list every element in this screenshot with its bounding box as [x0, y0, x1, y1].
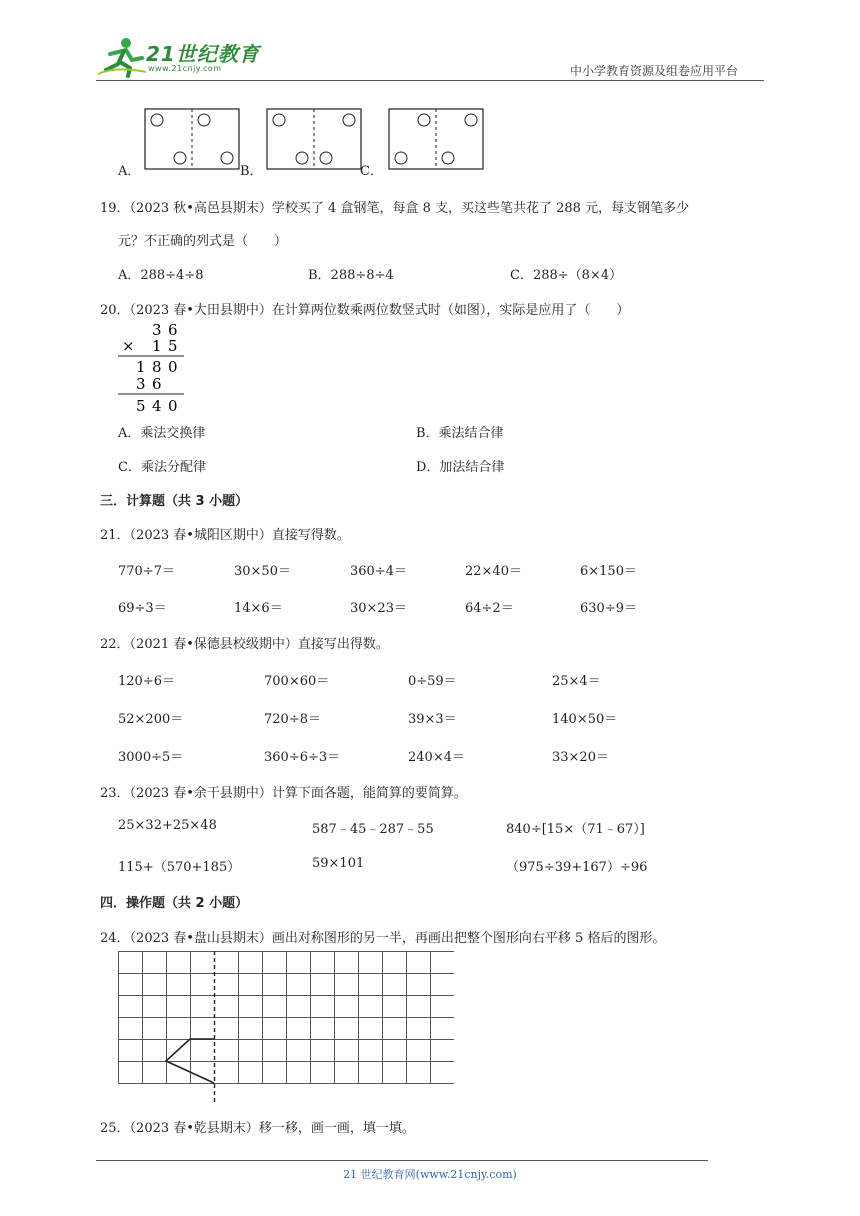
logo-text: 21世纪教育 — [146, 42, 260, 66]
q22-item: 360÷6÷3＝ — [264, 750, 341, 765]
q21-item: 30×50＝ — [234, 564, 291, 579]
digit: 5 — [168, 337, 178, 355]
q23-item: 840÷[15×（71﹣67）] — [506, 822, 645, 837]
q21-stem: 21．（2023 春•城阳区期中）直接写得数。 — [100, 528, 350, 543]
digit: 0 — [168, 358, 178, 376]
digit: 3 — [136, 375, 146, 393]
q23-item: （975÷39+167）÷96 — [506, 860, 648, 875]
runner-logo-icon — [96, 36, 148, 78]
q20-option-a: A．乘法交换律 — [118, 426, 206, 441]
q19-option-c: C．288÷（8×4） — [510, 268, 623, 283]
footer-link[interactable]: 21 世纪教育网(www.21cnjy.com) — [343, 1168, 517, 1181]
digit: 5 — [136, 397, 146, 415]
q22-item: 39×3＝ — [408, 712, 457, 727]
q22-item: 52×200＝ — [118, 712, 184, 727]
q24-stem: 24．（2023 春•盘山县期末）画出对称图形的另一半，再画出把整个图形向右平移 5 格后的图形。 — [100, 931, 666, 946]
section-3-title: 三．计算题（共 3 小题） — [100, 494, 249, 509]
q21-item: 14×6＝ — [234, 601, 283, 616]
q21-item: 360÷4＝ — [350, 564, 407, 579]
q22-item: 140×50＝ — [552, 712, 618, 727]
q21-item: 770÷7＝ — [118, 564, 175, 579]
q23-stem: 23．（2023 春•余干县期中）计算下面各题，能简算的要简算。 — [100, 786, 467, 801]
digit: 6 — [152, 375, 162, 393]
q22-item: 720÷8＝ — [264, 712, 321, 727]
q21-item: 630÷9＝ — [580, 601, 637, 616]
q19-stem-line2: 元？不正确的列式是（ ） — [118, 234, 288, 249]
q21-item: 6×150＝ — [580, 564, 637, 579]
q22-item: 120÷6＝ — [118, 674, 175, 689]
q19-option-b: B．288÷8÷4 — [308, 268, 394, 283]
q21-item: 22×40＝ — [465, 564, 522, 579]
q18-option-a-label: A． — [118, 164, 141, 179]
q22-item: 25×4＝ — [552, 674, 601, 689]
digit: 3 — [152, 321, 162, 339]
q19-option-a: A．288÷4÷8 — [118, 268, 204, 283]
q20-option-c: C．乘法分配律 — [118, 460, 206, 475]
q22-stem: 22．（2021 春•保德县校级期中）直接写出得数。 — [100, 637, 389, 652]
q22-item: 700×60＝ — [264, 674, 330, 689]
q23-item: 25×32+25×48 — [118, 818, 217, 833]
digit: 6 — [168, 321, 178, 339]
digit: 1 — [152, 337, 162, 355]
vertical-multiplication — [116, 320, 188, 416]
q23-item: 115+（570+185） — [118, 860, 241, 875]
platform-title: 中小学教育资源及组卷应用平台 — [570, 64, 739, 78]
q22-item: 0÷59＝ — [408, 674, 457, 689]
times-sign: × — [122, 337, 135, 355]
q20-stem: 20．（2023 春•大田县期中）在计算两位数乘两位数竖式时（如图），实际是应用了（ ） — [100, 303, 630, 318]
digit: 8 — [152, 358, 162, 376]
q21-item: 69÷3＝ — [118, 601, 167, 616]
section-4-title: 四．操作题（共 2 小题） — [100, 896, 249, 911]
q20-option-d: D．加法结合律 — [416, 460, 505, 475]
q22-item: 33×20＝ — [552, 750, 609, 765]
q18-option-b-figure — [266, 108, 362, 172]
logo-url: www.21cnjy.com — [148, 64, 222, 73]
header-divider — [96, 80, 764, 81]
q21-item: 30×23＝ — [350, 601, 407, 616]
footer-divider — [96, 1160, 708, 1161]
q18-option-a-figure — [144, 108, 240, 172]
q22-item: 3000÷5＝ — [118, 750, 184, 765]
q18-option-c-figure — [388, 108, 484, 172]
q20-option-b: B．乘法结合律 — [416, 426, 504, 441]
q19-stem-line1: 19．（2023 秋•高邑县期末）学校买了 4 盒钢笔，每盒 8 支，买这些笔共花了 288 元，每支钢笔多少 — [100, 201, 690, 216]
digit: 1 — [136, 358, 146, 376]
q25-stem: 25．（2023 春•乾县期末）移一移，画一画，填一填。 — [100, 1121, 415, 1136]
q23-item: 587﹣45﹣287﹣55 — [312, 822, 434, 837]
q23-item: 59×101 — [312, 856, 365, 871]
digit: 4 — [152, 397, 162, 415]
q18-option-b-label: B． — [240, 164, 263, 179]
q21-item: 64÷2＝ — [465, 601, 514, 616]
digit: 0 — [168, 397, 178, 415]
q18-option-c-label: C． — [360, 164, 383, 179]
q22-item: 240×4＝ — [408, 750, 465, 765]
q24-grid-figure — [118, 951, 454, 1107]
